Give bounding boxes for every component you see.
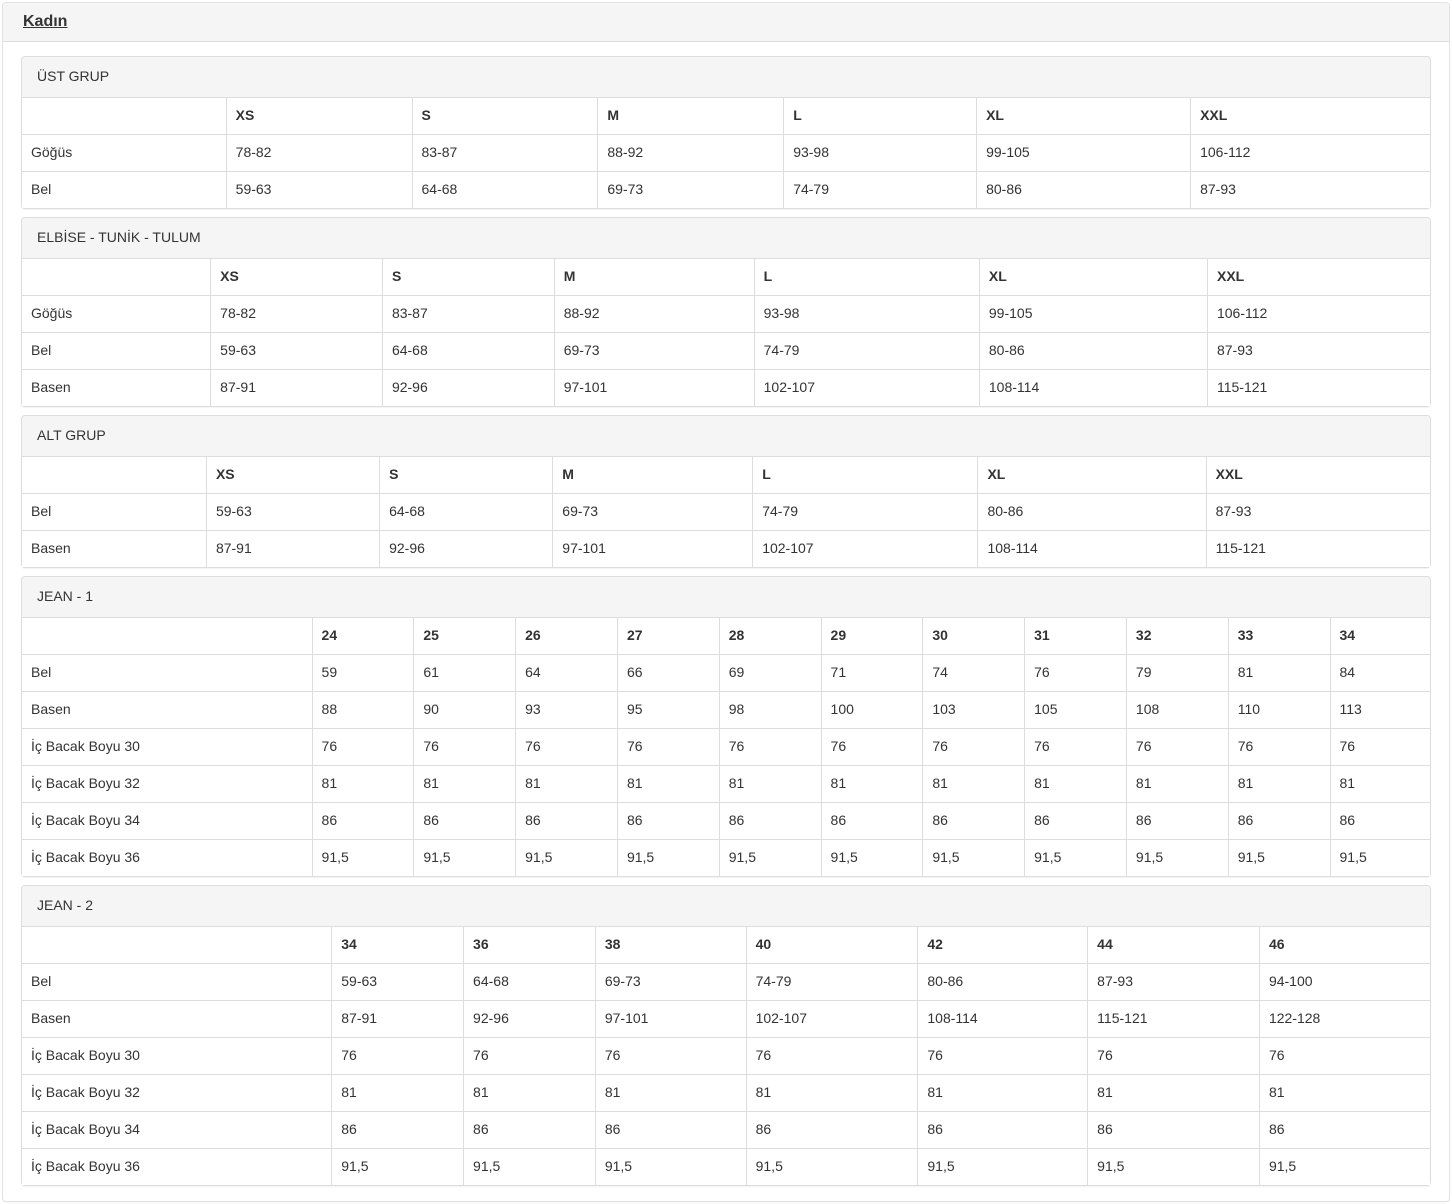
size-value: 91,5 bbox=[312, 839, 414, 875]
table-row bbox=[22, 691, 1430, 728]
size-value: 81 bbox=[1228, 765, 1330, 802]
measure-label: İç Bacak Boyu 30 bbox=[22, 1037, 332, 1074]
size-column-header: M bbox=[553, 457, 753, 493]
corner-cell bbox=[22, 457, 206, 493]
size-column-header: XS bbox=[226, 98, 412, 134]
size-table bbox=[22, 457, 1430, 567]
size-value: 81 bbox=[923, 765, 1025, 802]
size-value: 59-63 bbox=[226, 171, 412, 207]
measure-label: Basen bbox=[22, 369, 211, 405]
size-value: 91,5 bbox=[1088, 1148, 1260, 1184]
size-value: 76 bbox=[1088, 1037, 1260, 1074]
size-value: 76 bbox=[312, 728, 414, 765]
measure-label: İç Bacak Boyu 36 bbox=[22, 839, 312, 875]
size-column-header: XS bbox=[206, 457, 379, 493]
size-column-header: L bbox=[754, 259, 979, 295]
measure-label: İç Bacak Boyu 36 bbox=[22, 1148, 332, 1184]
table-row bbox=[22, 1000, 1430, 1037]
section-title: ELBİSE - TUNİK - TULUM bbox=[22, 218, 1430, 259]
table-row bbox=[22, 728, 1430, 765]
size-column-header: 32 bbox=[1126, 618, 1228, 654]
measure-label: İç Bacak Boyu 32 bbox=[22, 1074, 332, 1111]
size-value: 115-121 bbox=[1088, 1000, 1260, 1037]
measure-label: İç Bacak Boyu 30 bbox=[22, 728, 312, 765]
size-column-header: 34 bbox=[1330, 618, 1430, 654]
size-value: 76 bbox=[332, 1037, 464, 1074]
size-value: 74-79 bbox=[784, 171, 977, 207]
size-value: 86 bbox=[414, 802, 516, 839]
size-value: 64-68 bbox=[412, 171, 598, 207]
size-value: 81 bbox=[821, 765, 923, 802]
size-value: 81 bbox=[516, 765, 618, 802]
size-table bbox=[22, 927, 1430, 1185]
size-value: 87-91 bbox=[211, 369, 383, 405]
size-value: 113 bbox=[1330, 691, 1430, 728]
size-value: 91,5 bbox=[1228, 839, 1330, 875]
size-value: 92-96 bbox=[380, 530, 553, 566]
header-row bbox=[22, 259, 1430, 295]
size-column-header: L bbox=[784, 98, 977, 134]
corner-cell bbox=[22, 98, 226, 134]
size-value: 64-68 bbox=[464, 963, 596, 1000]
size-value: 74-79 bbox=[754, 332, 979, 369]
size-value: 69 bbox=[719, 654, 821, 691]
size-value: 106-112 bbox=[1207, 295, 1430, 332]
size-column-header: 46 bbox=[1259, 927, 1430, 963]
size-value: 76 bbox=[923, 728, 1025, 765]
size-value: 81 bbox=[719, 765, 821, 802]
size-column-header: 42 bbox=[918, 927, 1088, 963]
size-value: 95 bbox=[617, 691, 719, 728]
size-value: 80-86 bbox=[979, 332, 1207, 369]
size-value: 91,5 bbox=[1259, 1148, 1430, 1184]
size-value: 80-86 bbox=[918, 963, 1088, 1000]
size-value: 86 bbox=[1330, 802, 1430, 839]
size-value: 86 bbox=[746, 1111, 918, 1148]
table-row bbox=[22, 765, 1430, 802]
size-value: 59-63 bbox=[332, 963, 464, 1000]
size-value: 59-63 bbox=[211, 332, 383, 369]
size-value: 81 bbox=[1025, 765, 1127, 802]
size-value: 97-101 bbox=[553, 530, 753, 566]
size-value: 91,5 bbox=[1330, 839, 1430, 875]
size-value: 90 bbox=[414, 691, 516, 728]
section-title: JEAN - 2 bbox=[22, 886, 1430, 927]
size-column-header: 34 bbox=[332, 927, 464, 963]
size-value: 86 bbox=[821, 802, 923, 839]
size-value: 86 bbox=[516, 802, 618, 839]
size-value: 87-93 bbox=[1206, 493, 1430, 530]
size-value: 81 bbox=[312, 765, 414, 802]
size-value: 115-121 bbox=[1207, 369, 1430, 405]
size-value: 80-86 bbox=[978, 493, 1206, 530]
table-row bbox=[22, 802, 1430, 839]
size-value: 88 bbox=[312, 691, 414, 728]
size-value: 81 bbox=[595, 1074, 746, 1111]
size-value: 91,5 bbox=[821, 839, 923, 875]
header-row bbox=[22, 618, 1430, 654]
size-value: 64-68 bbox=[380, 493, 553, 530]
measure-label: Basen bbox=[22, 691, 312, 728]
size-value: 91,5 bbox=[918, 1148, 1088, 1184]
size-value: 102-107 bbox=[754, 369, 979, 405]
size-value: 91,5 bbox=[595, 1148, 746, 1184]
size-value: 86 bbox=[918, 1111, 1088, 1148]
size-column-header: 28 bbox=[719, 618, 821, 654]
size-value: 87-93 bbox=[1207, 332, 1430, 369]
size-column-header: S bbox=[382, 259, 554, 295]
size-value: 81 bbox=[1088, 1074, 1260, 1111]
size-value: 86 bbox=[1088, 1111, 1260, 1148]
size-value: 108-114 bbox=[979, 369, 1207, 405]
size-value: 86 bbox=[719, 802, 821, 839]
size-column-header: 40 bbox=[746, 927, 918, 963]
size-value: 76 bbox=[719, 728, 821, 765]
size-value: 69-73 bbox=[553, 493, 753, 530]
size-value: 87-91 bbox=[206, 530, 379, 566]
size-value: 98 bbox=[719, 691, 821, 728]
size-value: 81 bbox=[414, 765, 516, 802]
size-value: 86 bbox=[1228, 802, 1330, 839]
size-value: 91,5 bbox=[617, 839, 719, 875]
size-table bbox=[22, 618, 1430, 876]
section-panel-1 bbox=[21, 217, 1431, 407]
table-row bbox=[22, 1111, 1430, 1148]
size-value: 108-114 bbox=[918, 1000, 1088, 1037]
size-value: 76 bbox=[516, 728, 618, 765]
size-column-header: 44 bbox=[1088, 927, 1260, 963]
size-value: 83-87 bbox=[382, 295, 554, 332]
table-row bbox=[22, 1037, 1430, 1074]
corner-cell bbox=[22, 618, 312, 654]
size-value: 100 bbox=[821, 691, 923, 728]
size-value: 88-92 bbox=[554, 295, 754, 332]
size-column-header: XXL bbox=[1207, 259, 1430, 295]
section-title: ÜST GRUP bbox=[22, 57, 1430, 98]
size-value: 64-68 bbox=[382, 332, 554, 369]
size-value: 91,5 bbox=[1025, 839, 1127, 875]
size-value: 87-91 bbox=[332, 1000, 464, 1037]
size-value: 61 bbox=[414, 654, 516, 691]
size-value: 81 bbox=[746, 1074, 918, 1111]
size-value: 76 bbox=[464, 1037, 596, 1074]
size-column-header: L bbox=[753, 457, 978, 493]
size-value: 91,5 bbox=[1126, 839, 1228, 875]
table-row bbox=[22, 134, 1430, 171]
size-column-header: 25 bbox=[414, 618, 516, 654]
size-value: 91,5 bbox=[414, 839, 516, 875]
size-value: 86 bbox=[1126, 802, 1228, 839]
size-value: 102-107 bbox=[746, 1000, 918, 1037]
size-value: 76 bbox=[595, 1037, 746, 1074]
size-value: 91,5 bbox=[923, 839, 1025, 875]
table-row bbox=[22, 493, 1430, 530]
size-value: 87-93 bbox=[1088, 963, 1260, 1000]
size-value: 92-96 bbox=[464, 1000, 596, 1037]
size-value: 97-101 bbox=[595, 1000, 746, 1037]
size-value: 99-105 bbox=[979, 295, 1207, 332]
size-value: 81 bbox=[918, 1074, 1088, 1111]
size-value: 71 bbox=[821, 654, 923, 691]
size-value: 97-101 bbox=[554, 369, 754, 405]
table-row bbox=[22, 1074, 1430, 1111]
table-row bbox=[22, 530, 1430, 566]
table-row bbox=[22, 1148, 1430, 1184]
size-value: 76 bbox=[746, 1037, 918, 1074]
size-value: 86 bbox=[617, 802, 719, 839]
size-value: 76 bbox=[1330, 728, 1430, 765]
size-value: 81 bbox=[464, 1074, 596, 1111]
size-value: 92-96 bbox=[382, 369, 554, 405]
measure-label: Bel bbox=[22, 654, 312, 691]
size-value: 74-79 bbox=[753, 493, 978, 530]
measure-label: Bel bbox=[22, 493, 206, 530]
size-column-header: 24 bbox=[312, 618, 414, 654]
measure-label: Bel bbox=[22, 171, 226, 207]
table-row bbox=[22, 295, 1430, 332]
size-value: 69-73 bbox=[554, 332, 754, 369]
size-table bbox=[22, 98, 1430, 208]
size-value: 76 bbox=[918, 1037, 1088, 1074]
gender-toggle-kadin[interactable]: Kadın bbox=[23, 13, 68, 30]
size-value: 64 bbox=[516, 654, 618, 691]
measure-label: Göğüs bbox=[22, 134, 226, 171]
size-value: 91,5 bbox=[719, 839, 821, 875]
size-value: 84 bbox=[1330, 654, 1430, 691]
section-title: ALT GRUP bbox=[22, 416, 1430, 457]
size-value: 78-82 bbox=[211, 295, 383, 332]
size-value: 76 bbox=[1228, 728, 1330, 765]
size-value: 86 bbox=[1025, 802, 1127, 839]
size-value: 76 bbox=[1025, 728, 1127, 765]
table-row bbox=[22, 654, 1430, 691]
size-value: 87-93 bbox=[1191, 171, 1430, 207]
corner-cell bbox=[22, 259, 211, 295]
size-value: 108-114 bbox=[978, 530, 1206, 566]
size-value: 93 bbox=[516, 691, 618, 728]
size-value: 99-105 bbox=[977, 134, 1191, 171]
section-title: JEAN - 1 bbox=[22, 577, 1430, 618]
size-value: 81 bbox=[1259, 1074, 1430, 1111]
measure-label: Göğüs bbox=[22, 295, 211, 332]
size-column-header: 27 bbox=[617, 618, 719, 654]
size-value: 74 bbox=[923, 654, 1025, 691]
table-row bbox=[22, 839, 1430, 875]
size-column-header: M bbox=[554, 259, 754, 295]
size-value: 59-63 bbox=[206, 493, 379, 530]
size-value: 91,5 bbox=[332, 1148, 464, 1184]
size-value: 105 bbox=[1025, 691, 1127, 728]
size-value: 78-82 bbox=[226, 134, 412, 171]
size-value: 76 bbox=[821, 728, 923, 765]
size-column-header: 30 bbox=[923, 618, 1025, 654]
size-value: 81 bbox=[617, 765, 719, 802]
header-row bbox=[22, 927, 1430, 963]
size-value: 86 bbox=[595, 1111, 746, 1148]
measure-label: Bel bbox=[22, 963, 332, 1000]
size-column-header: XXL bbox=[1191, 98, 1430, 134]
measure-label: Basen bbox=[22, 1000, 332, 1037]
table-row bbox=[22, 963, 1430, 1000]
size-value: 76 bbox=[1259, 1037, 1430, 1074]
size-value: 80-86 bbox=[977, 171, 1191, 207]
size-value: 81 bbox=[1228, 654, 1330, 691]
measure-label: Bel bbox=[22, 332, 211, 369]
header-row bbox=[22, 98, 1430, 134]
size-value: 91,5 bbox=[746, 1148, 918, 1184]
size-value: 81 bbox=[1330, 765, 1430, 802]
size-column-header: XS bbox=[211, 259, 383, 295]
size-column-header: S bbox=[412, 98, 598, 134]
size-value: 106-112 bbox=[1191, 134, 1430, 171]
size-table bbox=[22, 259, 1430, 406]
table-row bbox=[22, 171, 1430, 207]
size-value: 93-98 bbox=[754, 295, 979, 332]
size-column-header: 29 bbox=[821, 618, 923, 654]
size-value: 93-98 bbox=[784, 134, 977, 171]
size-column-header: 31 bbox=[1025, 618, 1127, 654]
size-column-header: 36 bbox=[464, 927, 596, 963]
size-value: 66 bbox=[617, 654, 719, 691]
size-column-header: 33 bbox=[1228, 618, 1330, 654]
corner-cell bbox=[22, 927, 332, 963]
table-row bbox=[22, 332, 1430, 369]
size-column-header: 38 bbox=[595, 927, 746, 963]
measure-label: İç Bacak Boyu 34 bbox=[22, 1111, 332, 1148]
size-value: 86 bbox=[1259, 1111, 1430, 1148]
size-column-header: XL bbox=[977, 98, 1191, 134]
header-row bbox=[22, 457, 1430, 493]
size-value: 86 bbox=[312, 802, 414, 839]
size-value: 91,5 bbox=[516, 839, 618, 875]
size-value: 108 bbox=[1126, 691, 1228, 728]
size-value: 94-100 bbox=[1259, 963, 1430, 1000]
size-value: 86 bbox=[464, 1111, 596, 1148]
size-value: 81 bbox=[332, 1074, 464, 1111]
size-value: 76 bbox=[1126, 728, 1228, 765]
section-panel-4 bbox=[21, 885, 1431, 1186]
size-value: 83-87 bbox=[412, 134, 598, 171]
size-value: 59 bbox=[312, 654, 414, 691]
size-value: 69-73 bbox=[598, 171, 784, 207]
table-row bbox=[22, 369, 1430, 405]
sections-container bbox=[3, 42, 1449, 1201]
size-column-header: XXL bbox=[1206, 457, 1430, 493]
size-value: 86 bbox=[923, 802, 1025, 839]
size-chart-accordion bbox=[2, 2, 1450, 1202]
size-column-header: S bbox=[380, 457, 553, 493]
size-value: 76 bbox=[414, 728, 516, 765]
size-value: 81 bbox=[1126, 765, 1228, 802]
size-column-header: M bbox=[598, 98, 784, 134]
measure-label: İç Bacak Boyu 34 bbox=[22, 802, 312, 839]
size-column-header: XL bbox=[979, 259, 1207, 295]
size-value: 74-79 bbox=[746, 963, 918, 1000]
size-value: 86 bbox=[332, 1111, 464, 1148]
size-value: 76 bbox=[617, 728, 719, 765]
size-value: 91,5 bbox=[464, 1148, 596, 1184]
size-value: 122-128 bbox=[1259, 1000, 1430, 1037]
size-value: 102-107 bbox=[753, 530, 978, 566]
size-value: 110 bbox=[1228, 691, 1330, 728]
size-value: 76 bbox=[1025, 654, 1127, 691]
size-value: 103 bbox=[923, 691, 1025, 728]
size-value: 115-121 bbox=[1206, 530, 1430, 566]
accordion-header bbox=[3, 3, 1449, 42]
measure-label: İç Bacak Boyu 32 bbox=[22, 765, 312, 802]
size-column-header: 26 bbox=[516, 618, 618, 654]
size-column-header: XL bbox=[978, 457, 1206, 493]
section-panel-2 bbox=[21, 415, 1431, 568]
size-value: 79 bbox=[1126, 654, 1228, 691]
size-value: 88-92 bbox=[598, 134, 784, 171]
section-panel-0 bbox=[21, 56, 1431, 209]
measure-label: Basen bbox=[22, 530, 206, 566]
section-panel-3 bbox=[21, 576, 1431, 877]
size-value: 69-73 bbox=[595, 963, 746, 1000]
